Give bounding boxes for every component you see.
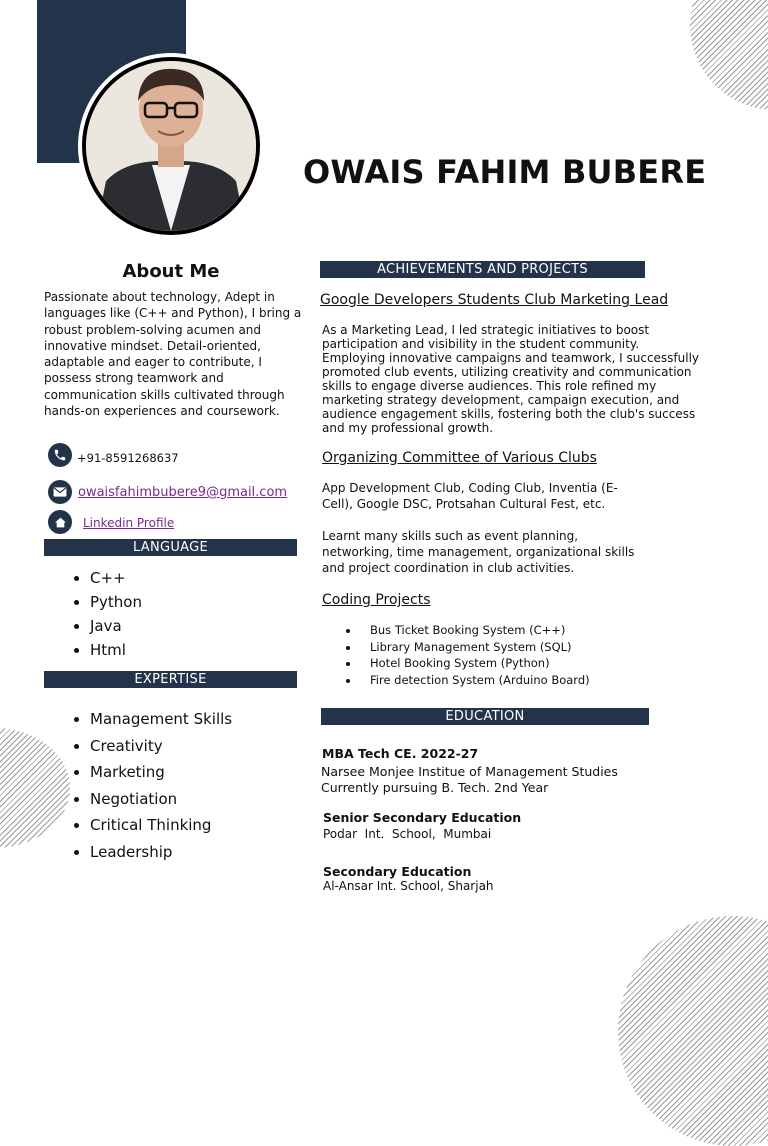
list-item: C++ xyxy=(44,566,142,590)
achievements-heading: ACHIEVEMENTS AND PROJECTS xyxy=(320,261,645,278)
envelope-icon xyxy=(48,480,72,504)
profile-photo xyxy=(78,53,264,239)
email-link[interactable]: owaisfahimbubere9@gmail.com xyxy=(78,485,288,500)
list-item: Java xyxy=(44,614,142,638)
education-1-title: MBA Tech CE. 2022-27 xyxy=(322,746,479,761)
person-avatar-icon xyxy=(86,61,256,231)
hatch-circle-bottom-right xyxy=(618,916,768,1146)
coding-title: Coding Projects xyxy=(322,592,431,608)
list-item: Critical Thinking xyxy=(44,812,232,839)
phone-number: +91-8591268637 xyxy=(77,451,179,465)
education-3-title: Secondary Education xyxy=(323,864,472,879)
committee-text-1: App Development Club, Coding Club, Inventia (E-Cell), Google DSC, Protsahan Cultural Fest, etc. xyxy=(322,481,618,511)
about-heading: About Me xyxy=(122,261,220,282)
education-1-line1: Narsee Monjee Institue of Management Studies xyxy=(321,764,618,779)
list-item: Leadership xyxy=(44,839,232,866)
language-heading: LANGUAGE xyxy=(44,539,297,556)
phone-icon xyxy=(48,443,72,467)
list-item: Hotel Booking System (Python) xyxy=(322,655,590,672)
profile-photo-frame xyxy=(82,57,260,235)
list-item: Creativity xyxy=(44,733,232,760)
education-heading: EDUCATION xyxy=(321,708,649,725)
committee-title: Organizing Committee of Various Clubs xyxy=(322,450,597,466)
hatch-circle-top-right xyxy=(690,0,768,110)
language-list xyxy=(44,566,142,662)
linkedin-link[interactable]: Linkedin Profile xyxy=(83,516,175,530)
list-item: Library Management System (SQL) xyxy=(322,639,590,656)
list-item: Marketing xyxy=(44,759,232,786)
expertise-list xyxy=(44,706,232,865)
home-icon xyxy=(48,510,72,534)
list-item: Bus Ticket Booking System (C++) xyxy=(322,622,590,639)
education-2-line1: Podar Int. School, Mumbai xyxy=(323,827,492,841)
coding-list xyxy=(322,622,590,688)
education-3-line1: Al-Ansar Int. School, Sharjah xyxy=(323,879,494,893)
about-text: Passionate about technology, Adept in languages like (C++ and Python), I bring a robust problem-solving acumen and innovative mindset. Detail-oriented, adaptable and eager to contribute, I possess strong teamwork and communication skills cultivated through hands-on experiences and coursework. xyxy=(44,290,302,419)
gdsc-text: As a Marketing Lead, I led strategic initiatives to boost participation and visibility in the student community. Employing innovative campaigns and teamwork, I successfully promoted club events, utilizing creativity and communication skills to engage diverse audiences. This role refined my marketing strategy development, campaign execution, and audience engagement skills, fostering both the club's success and my professional growth. xyxy=(322,323,700,435)
gdsc-title: Google Developers Students Club Marketing Lead xyxy=(320,292,669,308)
list-item: Management Skills xyxy=(44,706,232,733)
education-2-title: Senior Secondary Education xyxy=(323,810,522,825)
list-item: Negotiation xyxy=(44,786,232,813)
expertise-heading: EXPERTISE xyxy=(44,671,297,688)
education-1-line2: Currently pursuing B. Tech. 2nd Year xyxy=(321,780,549,795)
list-item: Fire detection System (Arduino Board) xyxy=(322,672,590,689)
committee-text-2: Learnt many skills such as event planning, networking, time management, organizational skills and project coordination in club activities. xyxy=(322,529,635,575)
candidate-name: OWAIS FAHIM BUBERE xyxy=(303,153,707,191)
list-item: Python xyxy=(44,590,142,614)
list-item: Html xyxy=(44,638,142,662)
